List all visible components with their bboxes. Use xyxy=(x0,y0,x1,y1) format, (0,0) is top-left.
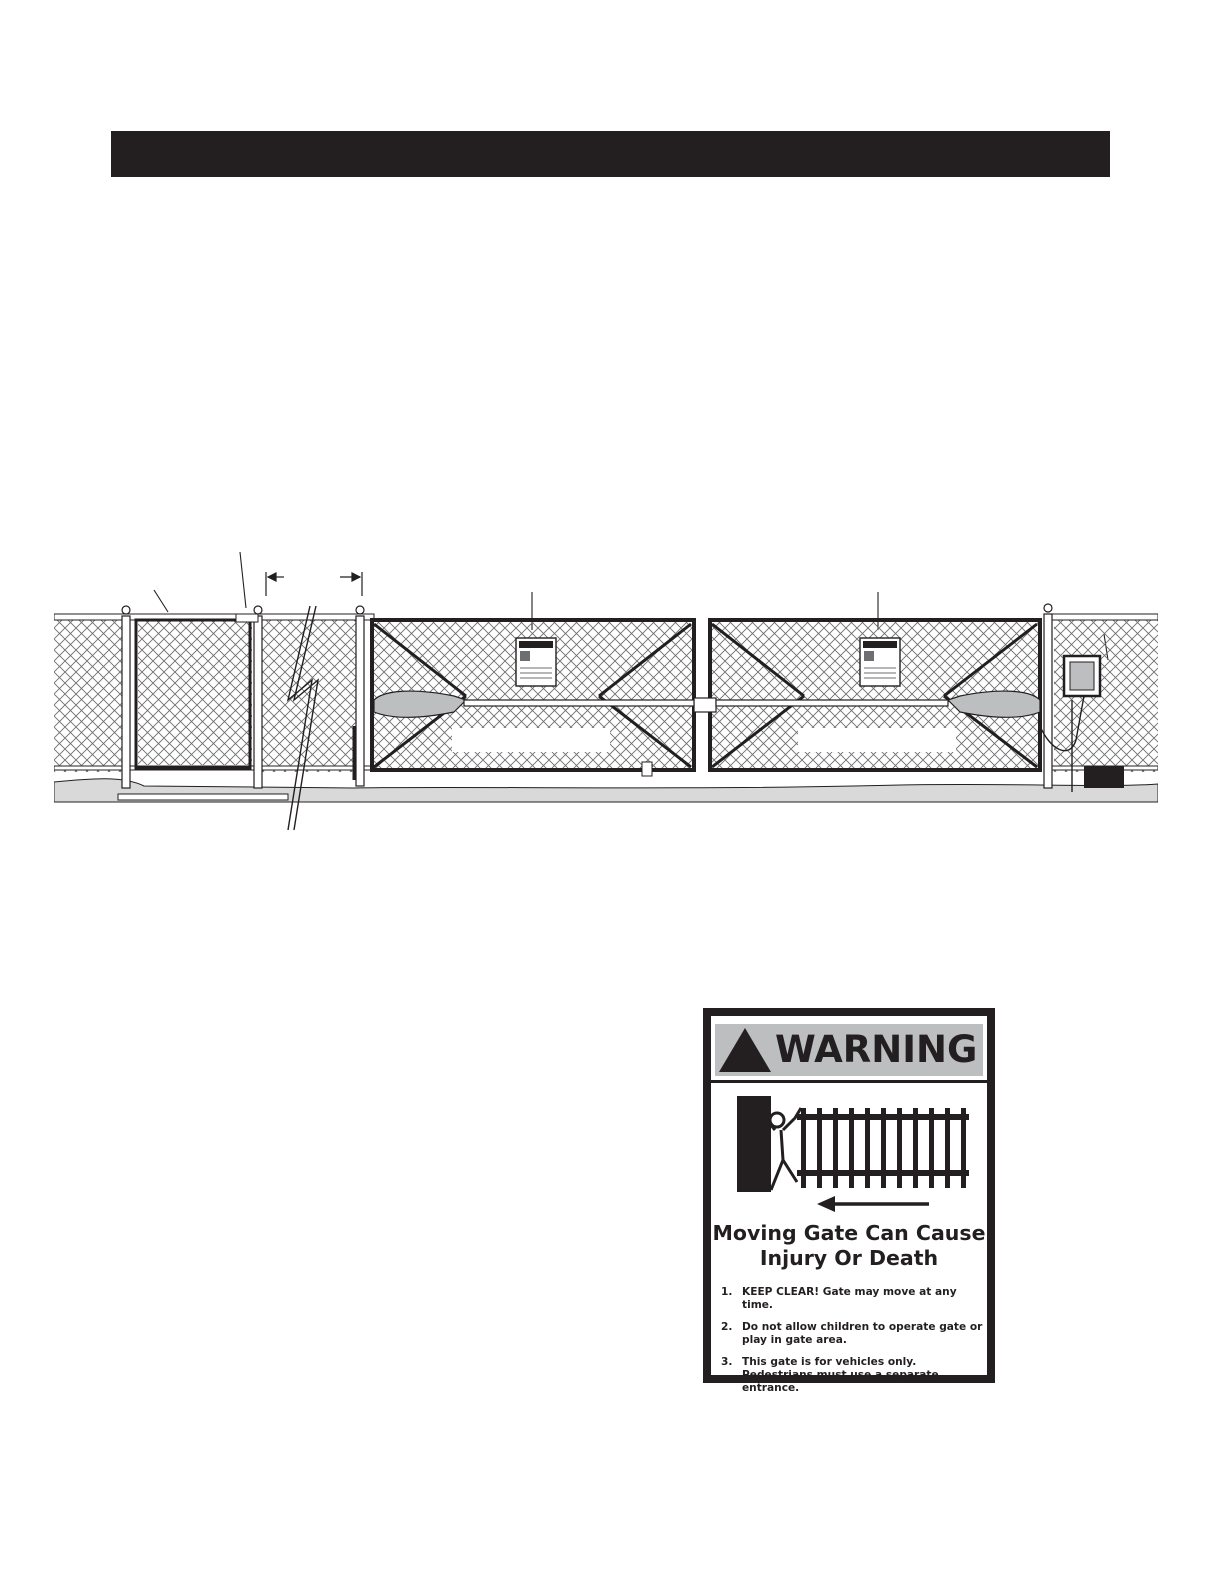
rule-text: Do not allow children to operate gate or play in gate area. xyxy=(742,1321,983,1346)
warning-triangle-icon xyxy=(715,1024,775,1076)
sign-title-line1: Moving Gate Can Cause xyxy=(712,1221,986,1245)
gate-direction-arrow-icon xyxy=(817,1196,929,1212)
rule-number: 1. xyxy=(721,1286,733,1298)
list-item xyxy=(721,1356,983,1395)
gate-latch xyxy=(236,614,258,622)
sign-rules-list xyxy=(721,1286,983,1404)
battery-box xyxy=(1084,766,1124,788)
rule-number: 3. xyxy=(721,1356,733,1368)
center-gate-stop xyxy=(642,762,652,776)
fence-mesh-pedestrian xyxy=(138,620,252,765)
rule-text: This gate is for vehicles only. Pedestrians must use a separate entrance. xyxy=(742,1356,939,1394)
rule-text: KEEP CLEAR! Gate may move at any time. xyxy=(742,1286,957,1311)
header-rule xyxy=(711,1080,987,1083)
warning-header xyxy=(715,1024,983,1076)
list-item xyxy=(721,1286,983,1312)
fence-mesh-left xyxy=(54,618,126,772)
dimension-arrows xyxy=(266,572,362,596)
sign-title xyxy=(711,1221,987,1271)
section-header-bar xyxy=(111,131,1110,177)
walkway-slab xyxy=(118,794,288,800)
sign-title-line2: Injury Or Death xyxy=(759,1246,939,1270)
person-pinned-by-gate-icon xyxy=(731,1090,971,1214)
center-latch xyxy=(694,698,716,712)
warning-heading: WARNING xyxy=(775,1028,978,1071)
warning-sign xyxy=(703,1008,995,1394)
rule-number: 2. xyxy=(721,1321,733,1333)
list-item xyxy=(721,1321,983,1347)
gate-installation-diagram xyxy=(54,540,1158,832)
